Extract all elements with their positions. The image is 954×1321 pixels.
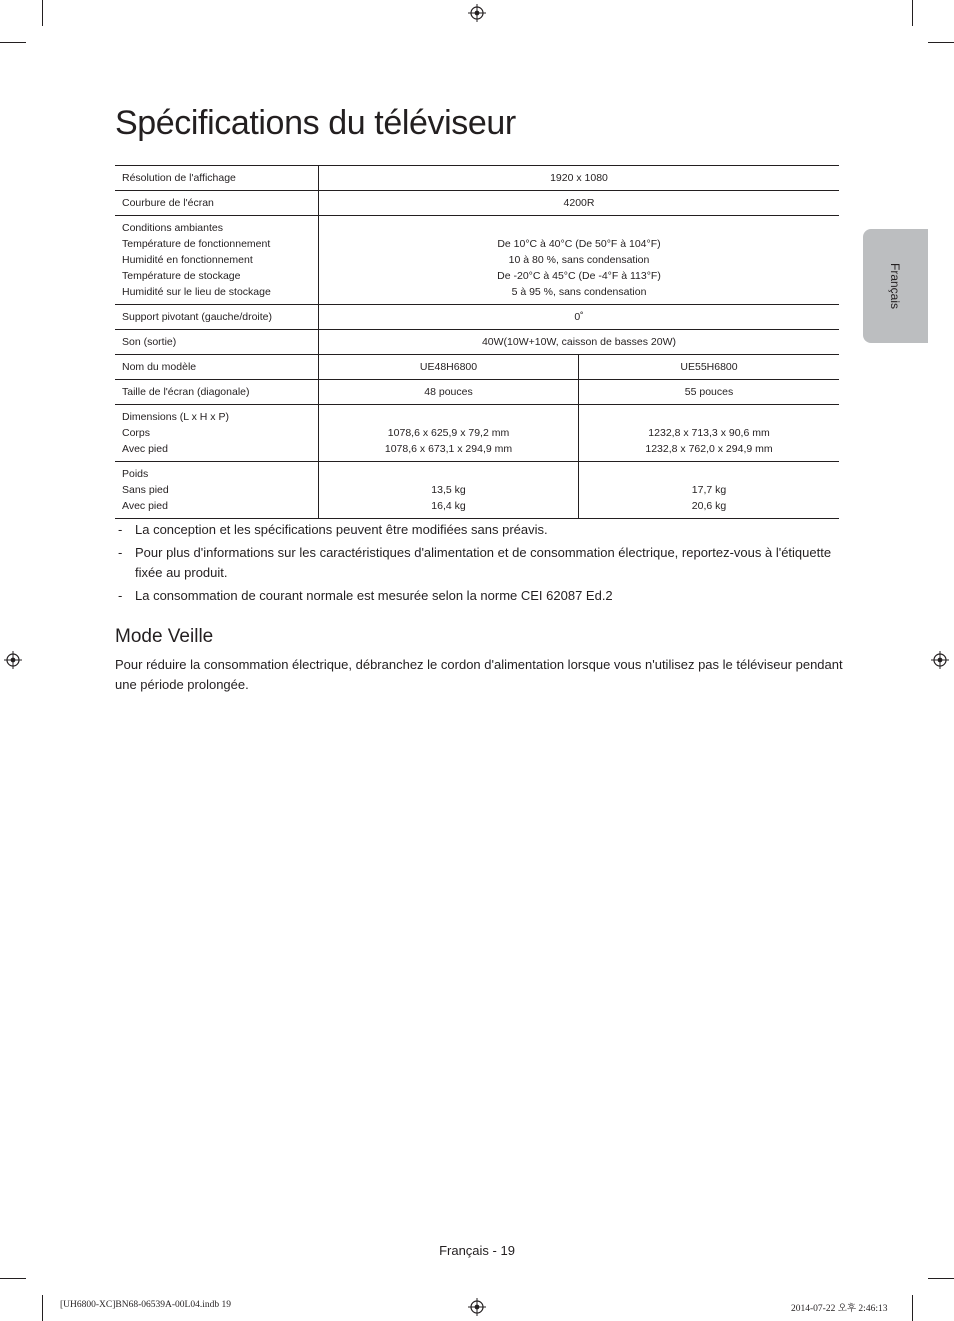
spec-value-line: De 10°C à 40°C (De 50°F à 104°F)	[497, 238, 661, 250]
bullet-dash: -	[118, 588, 123, 603]
table-row	[115, 191, 839, 216]
table-row	[115, 216, 839, 305]
crop-mark	[912, 0, 913, 26]
spec-value: 40W(10W+10W, caisson de basses 20W)	[319, 330, 840, 355]
language-tab-label: Français	[888, 262, 902, 310]
spec-value-line: 10 à 80 %, sans condensation	[508, 254, 650, 266]
crop-mark	[42, 0, 43, 26]
crop-mark	[0, 1278, 26, 1279]
spec-value: 55 pouces	[579, 380, 840, 405]
registration-mark-icon	[468, 1298, 486, 1316]
spec-label-line: Humidité en fonctionnement	[122, 254, 253, 266]
page-title: Spécifications du téléviseur	[115, 104, 516, 142]
crop-mark	[928, 42, 954, 43]
page-number: Français - 19	[439, 1243, 515, 1258]
list-item	[115, 543, 835, 583]
spec-value-line: 1078,6 x 625,9 x 79,2 mm	[387, 427, 510, 439]
spec-value-line: 5 à 95 %, sans condensation	[511, 286, 647, 298]
spec-label-line: Conditions ambiantes	[122, 222, 223, 234]
table-row	[115, 462, 839, 519]
bullet-dash: -	[118, 545, 123, 560]
spec-label: Support pivotant (gauche/droite)	[115, 305, 319, 330]
spec-label	[115, 462, 319, 519]
spec-value-line: 1078,6 x 673,1 x 294,9 mm	[384, 443, 513, 455]
spec-value-line: 20,6 kg	[691, 500, 727, 512]
spec-label-line: Poids	[122, 468, 149, 480]
list-item	[115, 586, 835, 606]
spec-label-line: Température de stockage	[122, 270, 241, 282]
spec-label-line: Corps	[122, 427, 151, 439]
spec-value: 0˚	[319, 305, 840, 330]
crop-mark	[0, 42, 26, 43]
spec-value	[579, 462, 840, 519]
spec-value-line: 16,4 kg	[431, 500, 466, 512]
registration-mark-icon	[468, 4, 486, 22]
bullet-dash: -	[118, 522, 123, 537]
spec-value: 1920 x 1080	[319, 166, 840, 191]
note-text: La consommation de courant normale est mesurée selon la norme CEI 62087 Ed.2	[135, 588, 613, 603]
spec-value	[319, 462, 579, 519]
spec-value-line: 1232,8 x 762,0 x 294,9 mm	[645, 443, 773, 455]
registration-mark-icon	[4, 651, 22, 669]
table-row	[115, 355, 839, 380]
spec-label: Son (sortie)	[115, 330, 319, 355]
spec-value	[579, 405, 840, 462]
file-slug: [UH6800-XC]BN68-06539A-00L04.indb 19	[60, 1300, 231, 1310]
spec-label-line: Sans pied	[122, 484, 169, 496]
list-item	[115, 520, 835, 540]
spec-value: 4200R	[319, 191, 840, 216]
spec-label: Courbure de l'écran	[115, 191, 319, 216]
spec-label	[115, 216, 319, 305]
spec-label-line: Température de fonctionnement	[122, 238, 271, 250]
section-heading: Mode Veille	[115, 626, 214, 647]
table-row	[115, 305, 839, 330]
crop-mark	[912, 1295, 913, 1321]
spec-value	[319, 216, 840, 305]
note-text: La conception et les spécifications peuvent être modifiées sans préavis.	[135, 522, 548, 537]
spec-value-line: 1232,8 x 713,3 x 90,6 mm	[648, 427, 770, 439]
spec-value: UE48H6800	[319, 355, 579, 380]
table-row	[115, 330, 839, 355]
note-text: Pour plus d'informations sur les caractéristiques d'alimentation et de consommation électrique, reportez-vous à l'étiquette fixée au produit.	[135, 545, 832, 580]
crop-mark	[928, 1278, 954, 1279]
spec-table	[115, 165, 839, 519]
crop-mark	[42, 1295, 43, 1321]
table-row	[115, 380, 839, 405]
spec-value: UE55H6800	[579, 355, 840, 380]
notes-list	[115, 520, 835, 609]
print-datetime: 2014-07-22 오후 2:46:13	[791, 1304, 888, 1314]
spec-label: Taille de l'écran (diagonale)	[115, 380, 319, 405]
spec-value-line: 13,5 kg	[431, 484, 466, 496]
spec-value	[319, 405, 579, 462]
language-tab	[863, 229, 928, 343]
table-row	[115, 166, 839, 191]
spec-value: 48 pouces	[319, 380, 579, 405]
table-row	[115, 405, 839, 462]
spec-value-line: 17,7 kg	[691, 484, 727, 496]
section-text: Pour réduire la consommation électrique, débranchez le cordon d'alimentation lorsque vous n'utilisez pas le téléviseur pendant une période prolongée.	[115, 657, 843, 692]
spec-label: Résolution de l'affichage	[122, 172, 236, 184]
registration-mark-icon	[931, 651, 949, 669]
spec-label: Nom du modèle	[115, 355, 319, 380]
spec-label-line: Avec pied	[122, 443, 168, 455]
spec-label-line: Avec pied	[122, 500, 168, 512]
spec-value-line: De -20°C à 45°C (De -4°F à 113°F)	[497, 270, 661, 282]
spec-label-line: Humidité sur le lieu de stockage	[122, 286, 271, 298]
spec-label	[115, 405, 319, 462]
spec-label-line: Dimensions (L x H x P)	[122, 411, 229, 423]
